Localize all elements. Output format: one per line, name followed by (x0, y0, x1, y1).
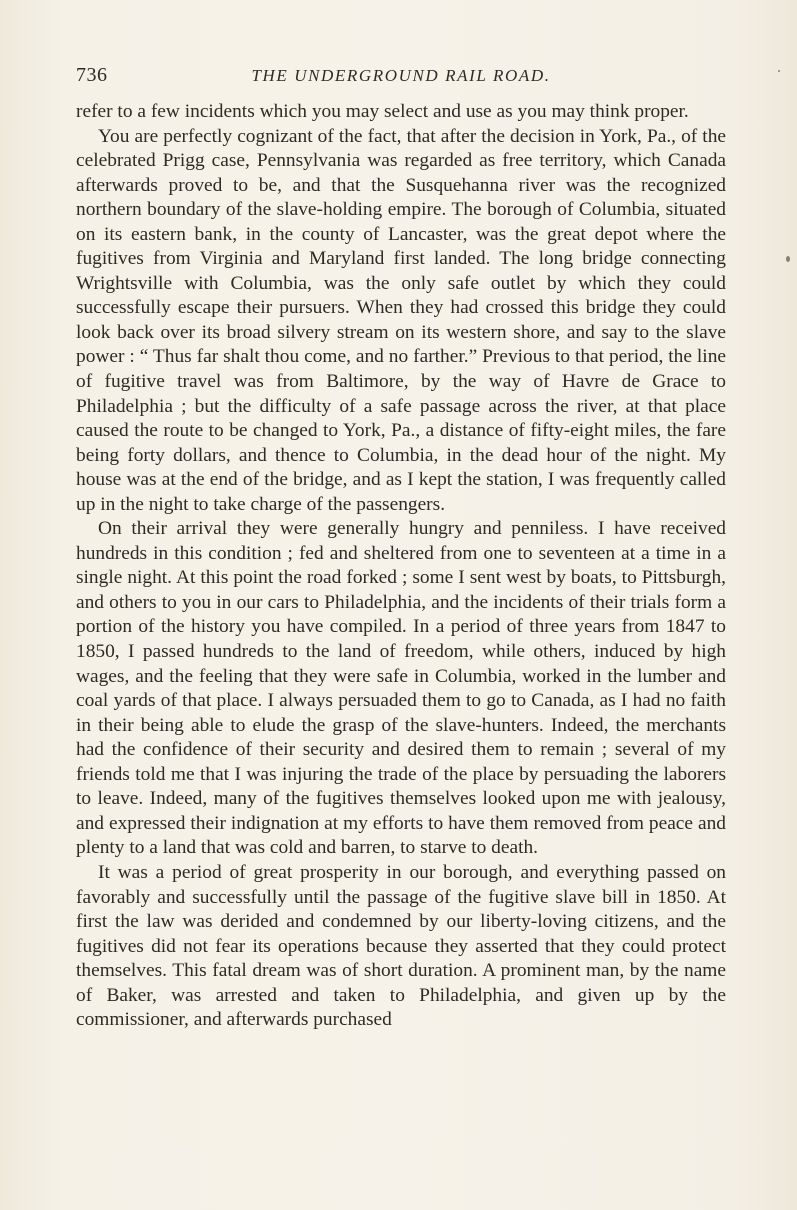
paragraph-continuation: refer to a few incidents which you may select and use as you may think proper. (76, 101, 689, 122)
paragraph-fugitive-slave-bill: It was a period of great prosperity in our borough, and everything passed on favorably and successfully until the passage of the fugitive slave bill in 1850. At first the law was derided and condemned by our liberty-loving citizens, and the fugitives did not fear its operations because they asserted that they could protect themselves. This fatal dream was of short duration. A prominent man, by the name of Baker, was arrested and taken to Philadelphia, and given up by the commissioner, and afterwards purchased (76, 861, 726, 1031)
paper-speck (786, 256, 790, 262)
page-header (76, 64, 726, 92)
paper-speck (778, 70, 780, 72)
paragraph-columbia-bridge: You are perfectly cognizant of the fact, that after the decision in York, Pa., of the celebrated Prigg case, Pennsylvania was regarded as free territory, which Canada afterwards proved to be, and that the Susquehanna river was the recognized northern boundary of the slave-holding empire. The borough of Columbia, situated on its eastern bank, in the county of Lancaster, was the great depot where the fugitives from Virginia and Maryland first landed. The long bridge connecting Wrightsville with Columbia, was the only safe outlet by which they could successfully escape their pursuers. When they had crossed this bridge they could look back over its broad silvery stream on its western shore, and say to the slave power : “ Thus far shalt thou come, and no farther.” Previous to that period, the line of fugitive travel was from Baltimore, by the way of Havre de Grace to Philadelphia ; but the difficulty of a safe passage across the river, at that place caused the route to be changed to York, Pa., a distance of fifty-eight miles, the fare being forty dollars, and thence to Columbia, in the dead hour of the night. My house was at the end of the bridge, and as I kept the station, I was frequently called up in the night to take charge of the passengers. (76, 125, 726, 515)
paragraph-fugitive-arrivals: On their arrival they were generally hungry and penniless. I have received hundreds in this condition ; fed and sheltered from one to seventeen at a time in a single night. At this point the road forked ; some I sent west by boats, to Pittsburgh, and others to you in our cars to Philadelphia, and the incidents of their trials form a portion of the history you have compiled. In a period of three years from 1847 to 1850, I passed hundreds to the land of freedom, while others, induced by high wages, and the feeling that they were safe in Columbia, worked in the lumber and coal yards of that place. I always persuaded them to go to Canada, as I had no faith in their being able to elude the grasp of the slave-hunters. Indeed, the merchants had the confidence of their security and desired them to remain ; several of my friends told me that I was injuring the trade of the place by persuading the laborers to leave. Indeed, many of the fugitives themselves looked upon me with jealousy, and expressed their indignation at my efforts to have them removed from peace and plenty to a land that was cold and barren, to starve to death. (76, 518, 726, 859)
running-title: THE UNDERGROUND RAIL ROAD. (251, 66, 551, 85)
body-text (76, 100, 726, 1033)
page-number: 736 (76, 64, 108, 86)
